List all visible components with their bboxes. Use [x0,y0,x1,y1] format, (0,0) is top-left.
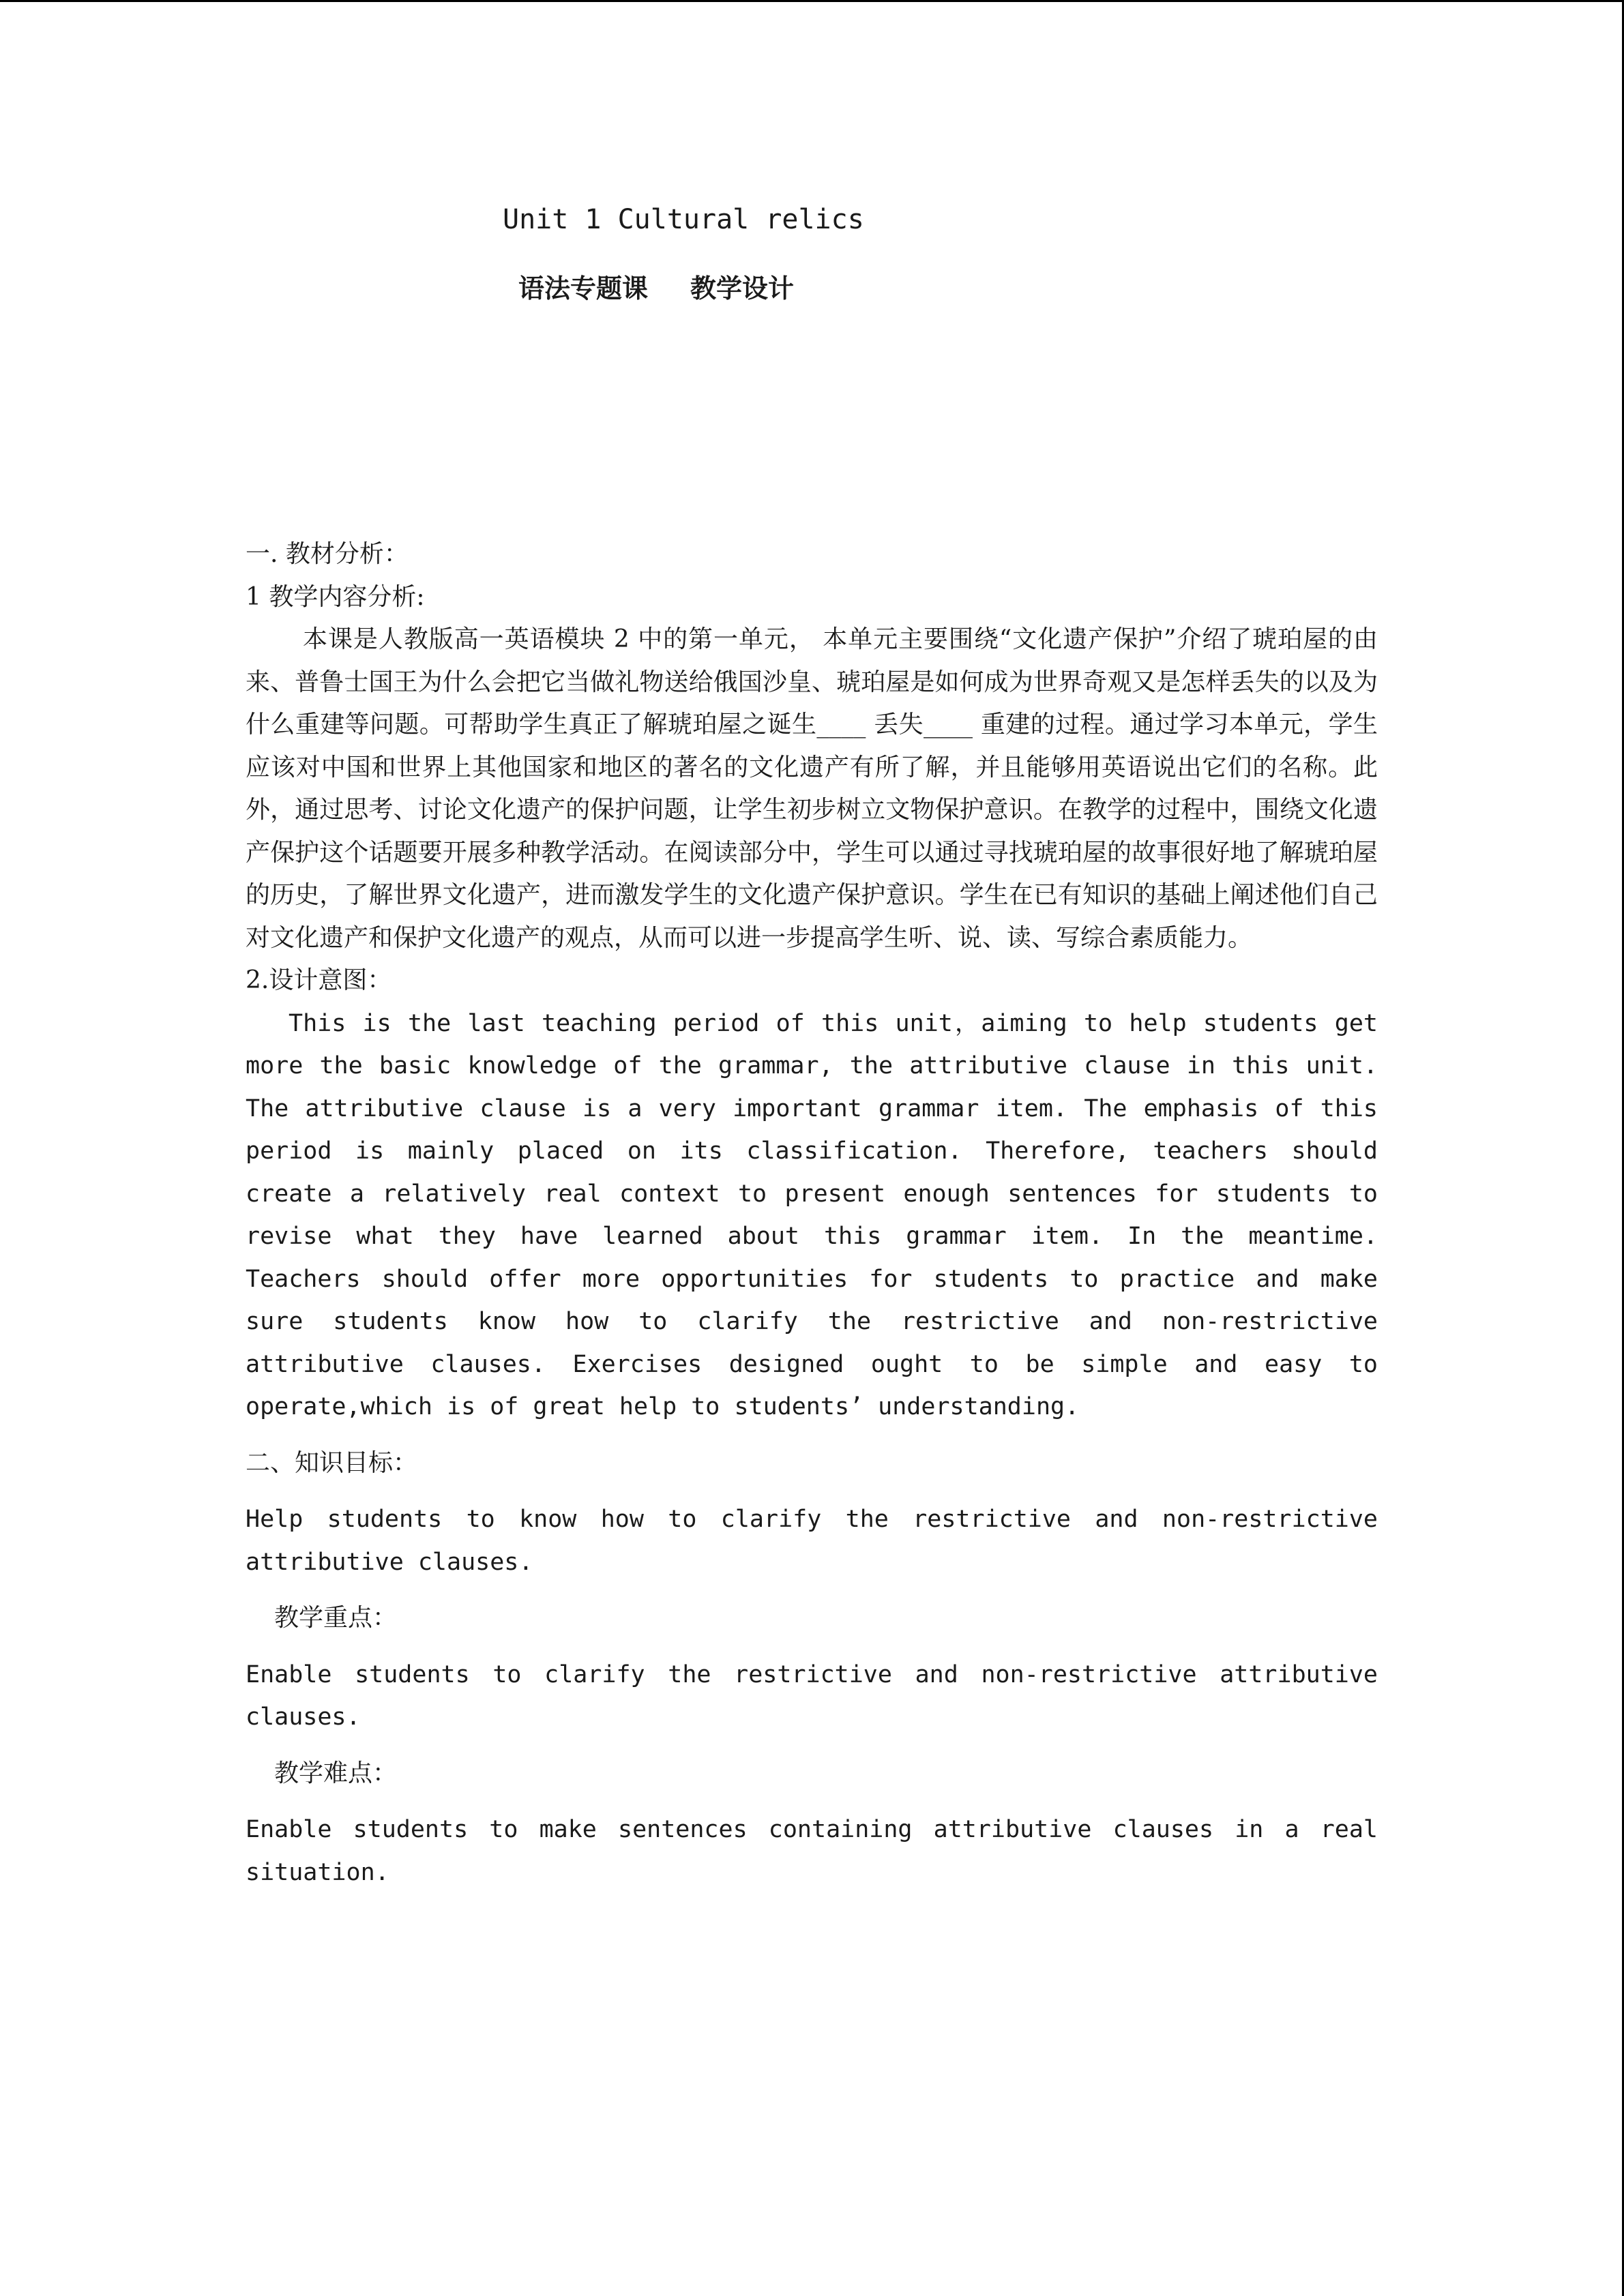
teaching-difficulty-text: Enable students to make sentences containing attributive clauses in a real situation. [246,1816,1378,1886]
knowledge-goal-text: Help students to know how to clarify the restrictive and non-restrictive attributive clauses. [246,1506,1378,1576]
section-heading-knowledge-goals: 二、知识目标： [246,1448,418,1477]
teaching-difficulty-label: 教学难点： [274,1759,398,1787]
teaching-key-text: Enable students to clarify the restrictive and non-restrictive attributive clauses. [246,1660,1378,1731]
design-label: 教学设计 [690,273,795,303]
page-top-border [0,0,1624,2]
content-analysis-paragraph: 本课是人教版高一英语模块 2 中的第一单元， 本单元主要围绕“文化遗产保护”介绍了琥珀屋的由来、普鲁士国王为什么会把它当做礼物送给俄国沙皇、琥珀屋是如何成为世界奇观又是怎样丢失的以及为什么重建等问题。可帮助学生真正了解琥珀屋之诞生____ 丢失____ 重建的过程。通过学习本单元，学生应该对中国和世界上其他国家和地区的著名的文化遗产有所了解，并且能够用英语说出它们的名称。此外，通过思考、讨论文化遗产的保护问题，让学生初步树立文物保护意识。在教学的过程中，围绕文化遗产保护这个话题要开展多种教学活动。在阅读部分中，学生可以通过寻找琥珀屋的故事很好地了解琥珀屋的历史，了解世界文化遗产，进而激发学生的文化遗产保护意识。学生在已有知识的基础上阐述他们自己对文化遗产和保护文化遗产的观点，从而可以进一步提高学生听、说、读、写综合素质能力。 [246,625,1378,952]
document-body [246,533,1378,1894]
course-subtitle [518,268,794,309]
subheading-content-analysis: 1 教学内容分析: [246,582,425,611]
design-intent-paragraph: This is the last teaching period of this unit，aiming to help students get more the basic knowledge of the grammar, the attributive clause in this unit. The attributive clause is a very important grammar item. The emphasis of this period is mainly placed on its classification. Therefore, teachers should create a relatively real context to present enough sentences for students to revise what they have learned about this grammar item. In the meantime. Teachers should offer more opportunities for students to practice and make sure students know how to clarify the restrictive and non-restrictive attributive clauses. Exercises designed ought to be simple and easy to operate,which is of great help to students’ understanding. [246,1009,1378,1420]
course-type: 语法专题课 [518,273,649,303]
unit-title: Unit 1 Cultural relics [503,204,864,235]
subheading-design-intent: 2.设计意图： [246,966,392,994]
section-heading-materials: 一. 教材分析： [246,540,409,568]
teaching-key-label: 教学重点： [274,1604,398,1632]
